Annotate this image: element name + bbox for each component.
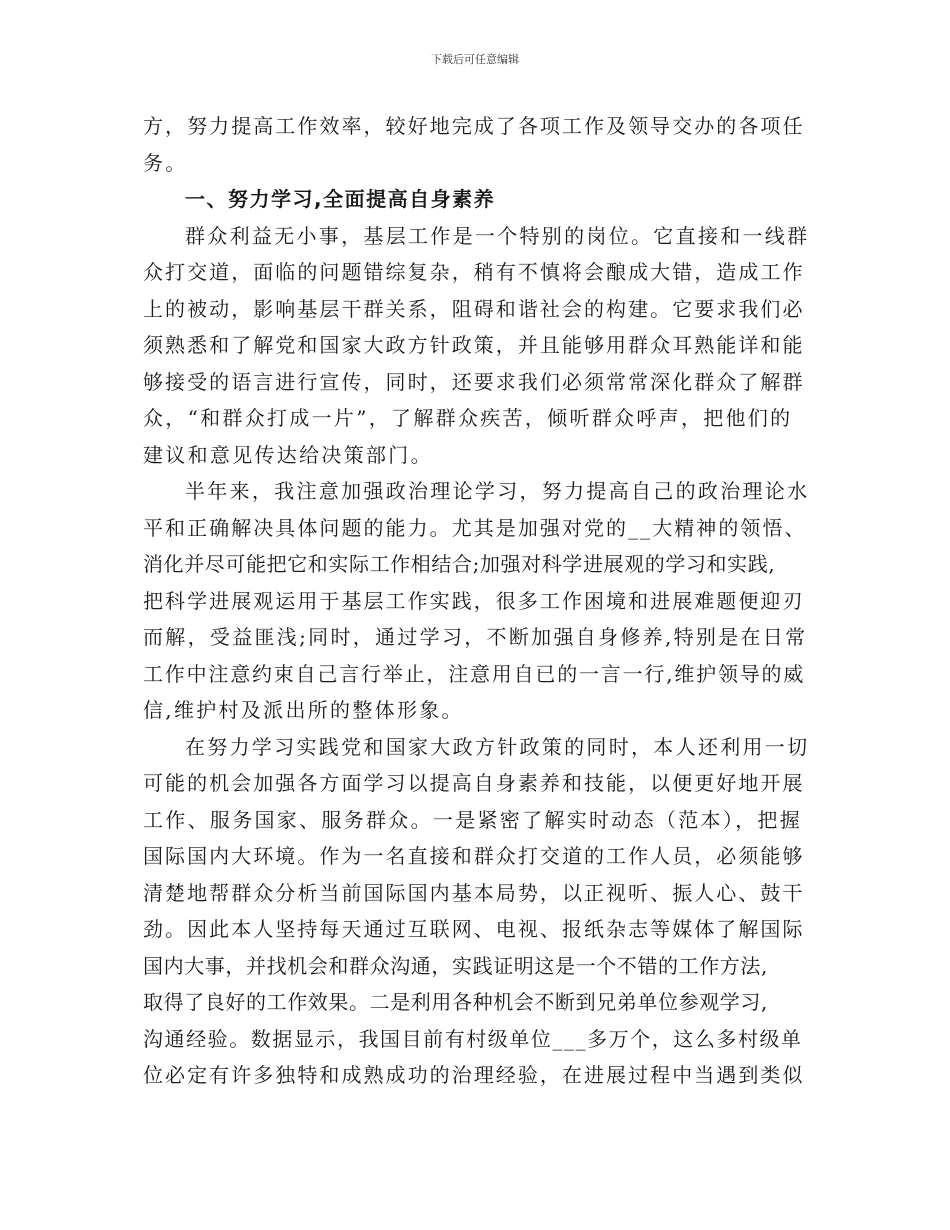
- text-line: 平和正确解决具体问题的能力。尤其是加强对党的__大精神的领悟、: [143, 515, 807, 540]
- text-line: 国际国内大环境。作为一名直接和群众打交道的工作人员，必须能够: [143, 844, 805, 868]
- text-line: 而解，受益匪浅;同时，通过学习，不断加强自身修养,特别是在日常: [143, 625, 808, 649]
- text-line: 众，“和群众打成一片”，了解群众疾苦，倾听群众呼声，把他们的: [143, 406, 793, 430]
- page-header: 下载后可任意编辑: [431, 53, 519, 66]
- text-line: 劲。因此本人坚持每天通过互联网、电视、报纸杂志等媒体了解国际: [143, 917, 805, 941]
- text-line: 信,维护村及派出所的整体形象。: [143, 698, 464, 722]
- text-line: 须熟悉和了解党和国家大政方针政策，并且能够用群众耳熟能详和能: [143, 333, 805, 357]
- text-line: 工作、服务国家、服务群众。一是紧密了解实时动态（范本），把握: [143, 807, 802, 832]
- paragraph-start-line: 半年来，我注意加强政治理论学习，努力提高自己的政治理论水: [185, 479, 810, 503]
- text-line: 众打交道，面临的问题错综复杂，稍有不慎将会酿成大错，造成工作: [143, 260, 805, 284]
- text-line: 工作中注意约束自己言行举止，注意用自已的一言一行,维护领导的威: [143, 661, 806, 686]
- text-line: 国内大事，并找机会和群众沟通，实践证明这是一个不错的工作方法,: [143, 953, 768, 978]
- text-line: 把科学进展观运用于基层工作实践，很多工作困境和进展难题便迎刃: [143, 588, 805, 613]
- text-line: 沟通经验。数据显示，我国目前有村级单位___多万个，这么多村级单: [143, 1026, 803, 1051]
- text-line: 务。: [143, 150, 188, 175]
- text-line: 上的被动，影响基层干群关系，阻碍和谐社会的构建。它要求我们必: [143, 296, 805, 321]
- text-line: 够接受的语言进行宣传，同时，还要求我们必须常常深化群众了解群: [143, 369, 805, 394]
- text-line: 位必定有许多独特和成熟成功的治理经验，在进展过程中当遇到类似: [143, 1063, 805, 1087]
- section-heading: 一、努力学习,全面提高自身素养: [185, 187, 496, 211]
- text-line: 消化并尽可能把它和实际工作相结合;加强对科学进展观的学习和实践,: [143, 552, 776, 576]
- document-body: [143, 108, 808, 1094]
- text-line: 建议和意见传达给决策部门。: [143, 442, 433, 467]
- text-line: 清楚地帮群众分析当前国际国内基本局势，以正视听、振人心、鼓干: [143, 880, 805, 905]
- text-line: 可能的机会加强各方面学习以提高自身素养和技能，以便更好地开展: [143, 771, 805, 795]
- text-line: 方，努力提高工作效率，较好地完成了各项工作及领导交办的各项任: [143, 114, 805, 138]
- text-line: 取得了良好的工作效果。二是利用各种机会不断到兄弟单位参观学习,: [143, 990, 768, 1014]
- paragraph-start-line: 群众利益无小事，基层工作是一个特别的岗位。它直接和一线群: [185, 223, 810, 248]
- paragraph-start-line: 在努力学习实践党和国家大政方针政策的同时，本人还利用一切: [185, 734, 810, 759]
